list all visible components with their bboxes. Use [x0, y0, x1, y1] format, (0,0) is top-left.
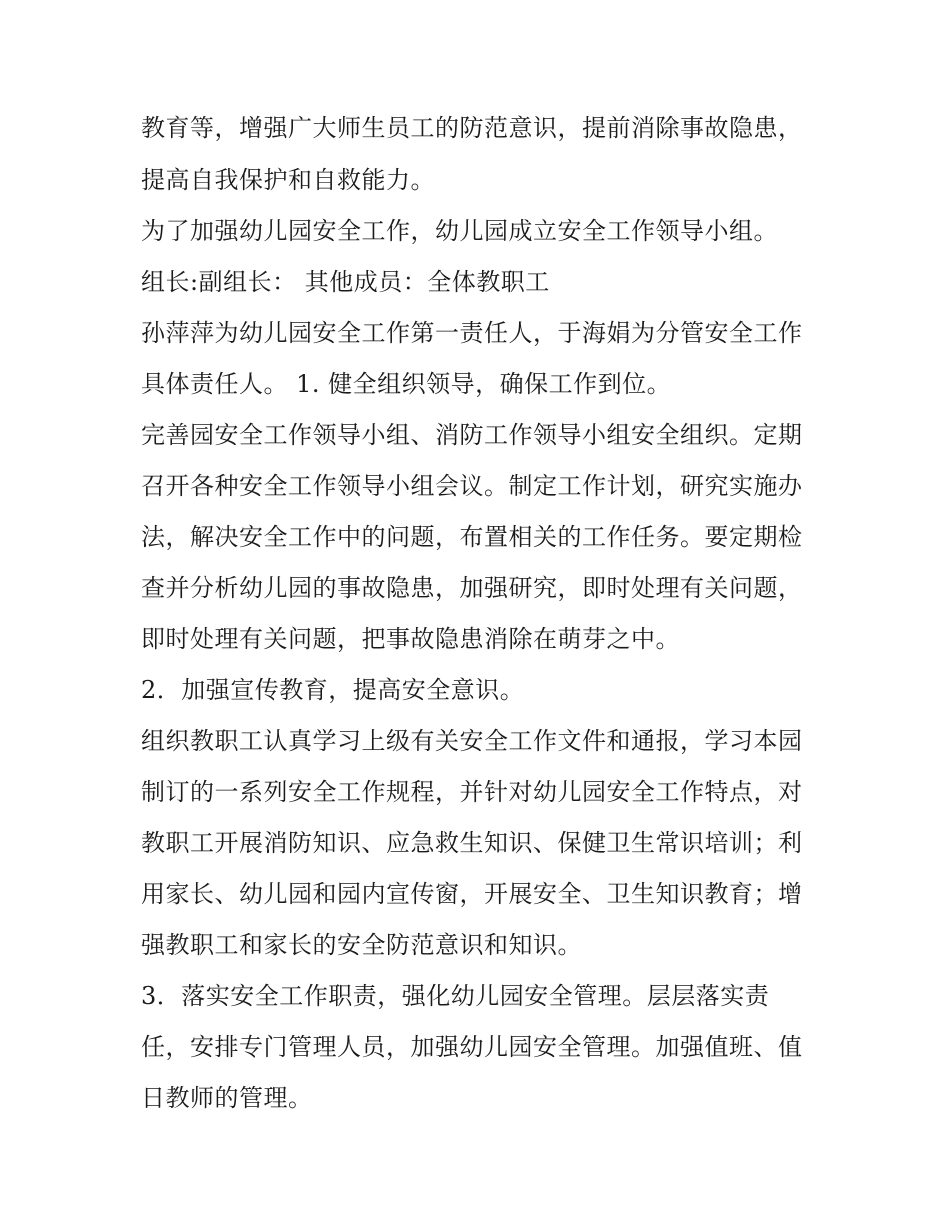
text-line: 法，解决安全工作中的问题，布置相关的工作任务。要定期检: [141, 523, 803, 551]
text-line: 具体责任人。 1. 健全组织领导，确保工作到位。: [141, 370, 672, 398]
text-line: 组长:副组长： 其他成员：全体教职工: [141, 268, 550, 296]
text-line: 强教职工和家长的安全防范意识和知识。: [141, 931, 582, 959]
text-line: 召开各种安全工作领导小组会议。制定工作计划，研究实施办: [141, 472, 803, 500]
text-line: 任，安排专门管理人员，加强幼儿园安全管理。加强值班、值: [141, 1033, 803, 1061]
text-line: 用家长、幼儿园和园内宣传窗，开展安全、卫生知识教育；增: [141, 880, 803, 908]
text-line: 教育等，增强广大师生员工的防范意识，提前消除事故隐患，: [141, 114, 803, 142]
text-line: 组织教职工认真学习上级有关安全工作文件和通报，学习本园: [141, 727, 803, 755]
text-line: 完善园安全工作领导小组、消防工作领导小组安全组织。定期: [141, 421, 803, 449]
text-line: 制订的一系列安全工作规程，并针对幼儿园安全工作特点，对: [141, 778, 803, 806]
text-line: 3．落实安全工作职责，强化幼儿园安全管理。层层落实责: [141, 982, 770, 1010]
text-line: 2．加强宣传教育，提高安全意识。: [141, 676, 525, 704]
text-line: 提高自我保护和自救能力。: [141, 166, 435, 194]
text-line: 教职工开展消防知识、应急救生知识、保健卫生常识培训；利: [141, 829, 803, 857]
text-line: 查并分析幼儿园的事故隐患，加强研究，即时处理有关问题，: [141, 574, 803, 602]
text-line: 孙萍萍为幼儿园安全工作第一责任人，于海娟为分管安全工作: [141, 319, 803, 347]
text-line: 日教师的管理。: [141, 1084, 313, 1112]
text-line: 即时处理有关问题，把事故隐患消除在萌芽之中。: [141, 625, 680, 653]
text-line: 为了加强幼儿园安全工作，幼儿园成立安全工作领导小组。: [141, 217, 778, 245]
